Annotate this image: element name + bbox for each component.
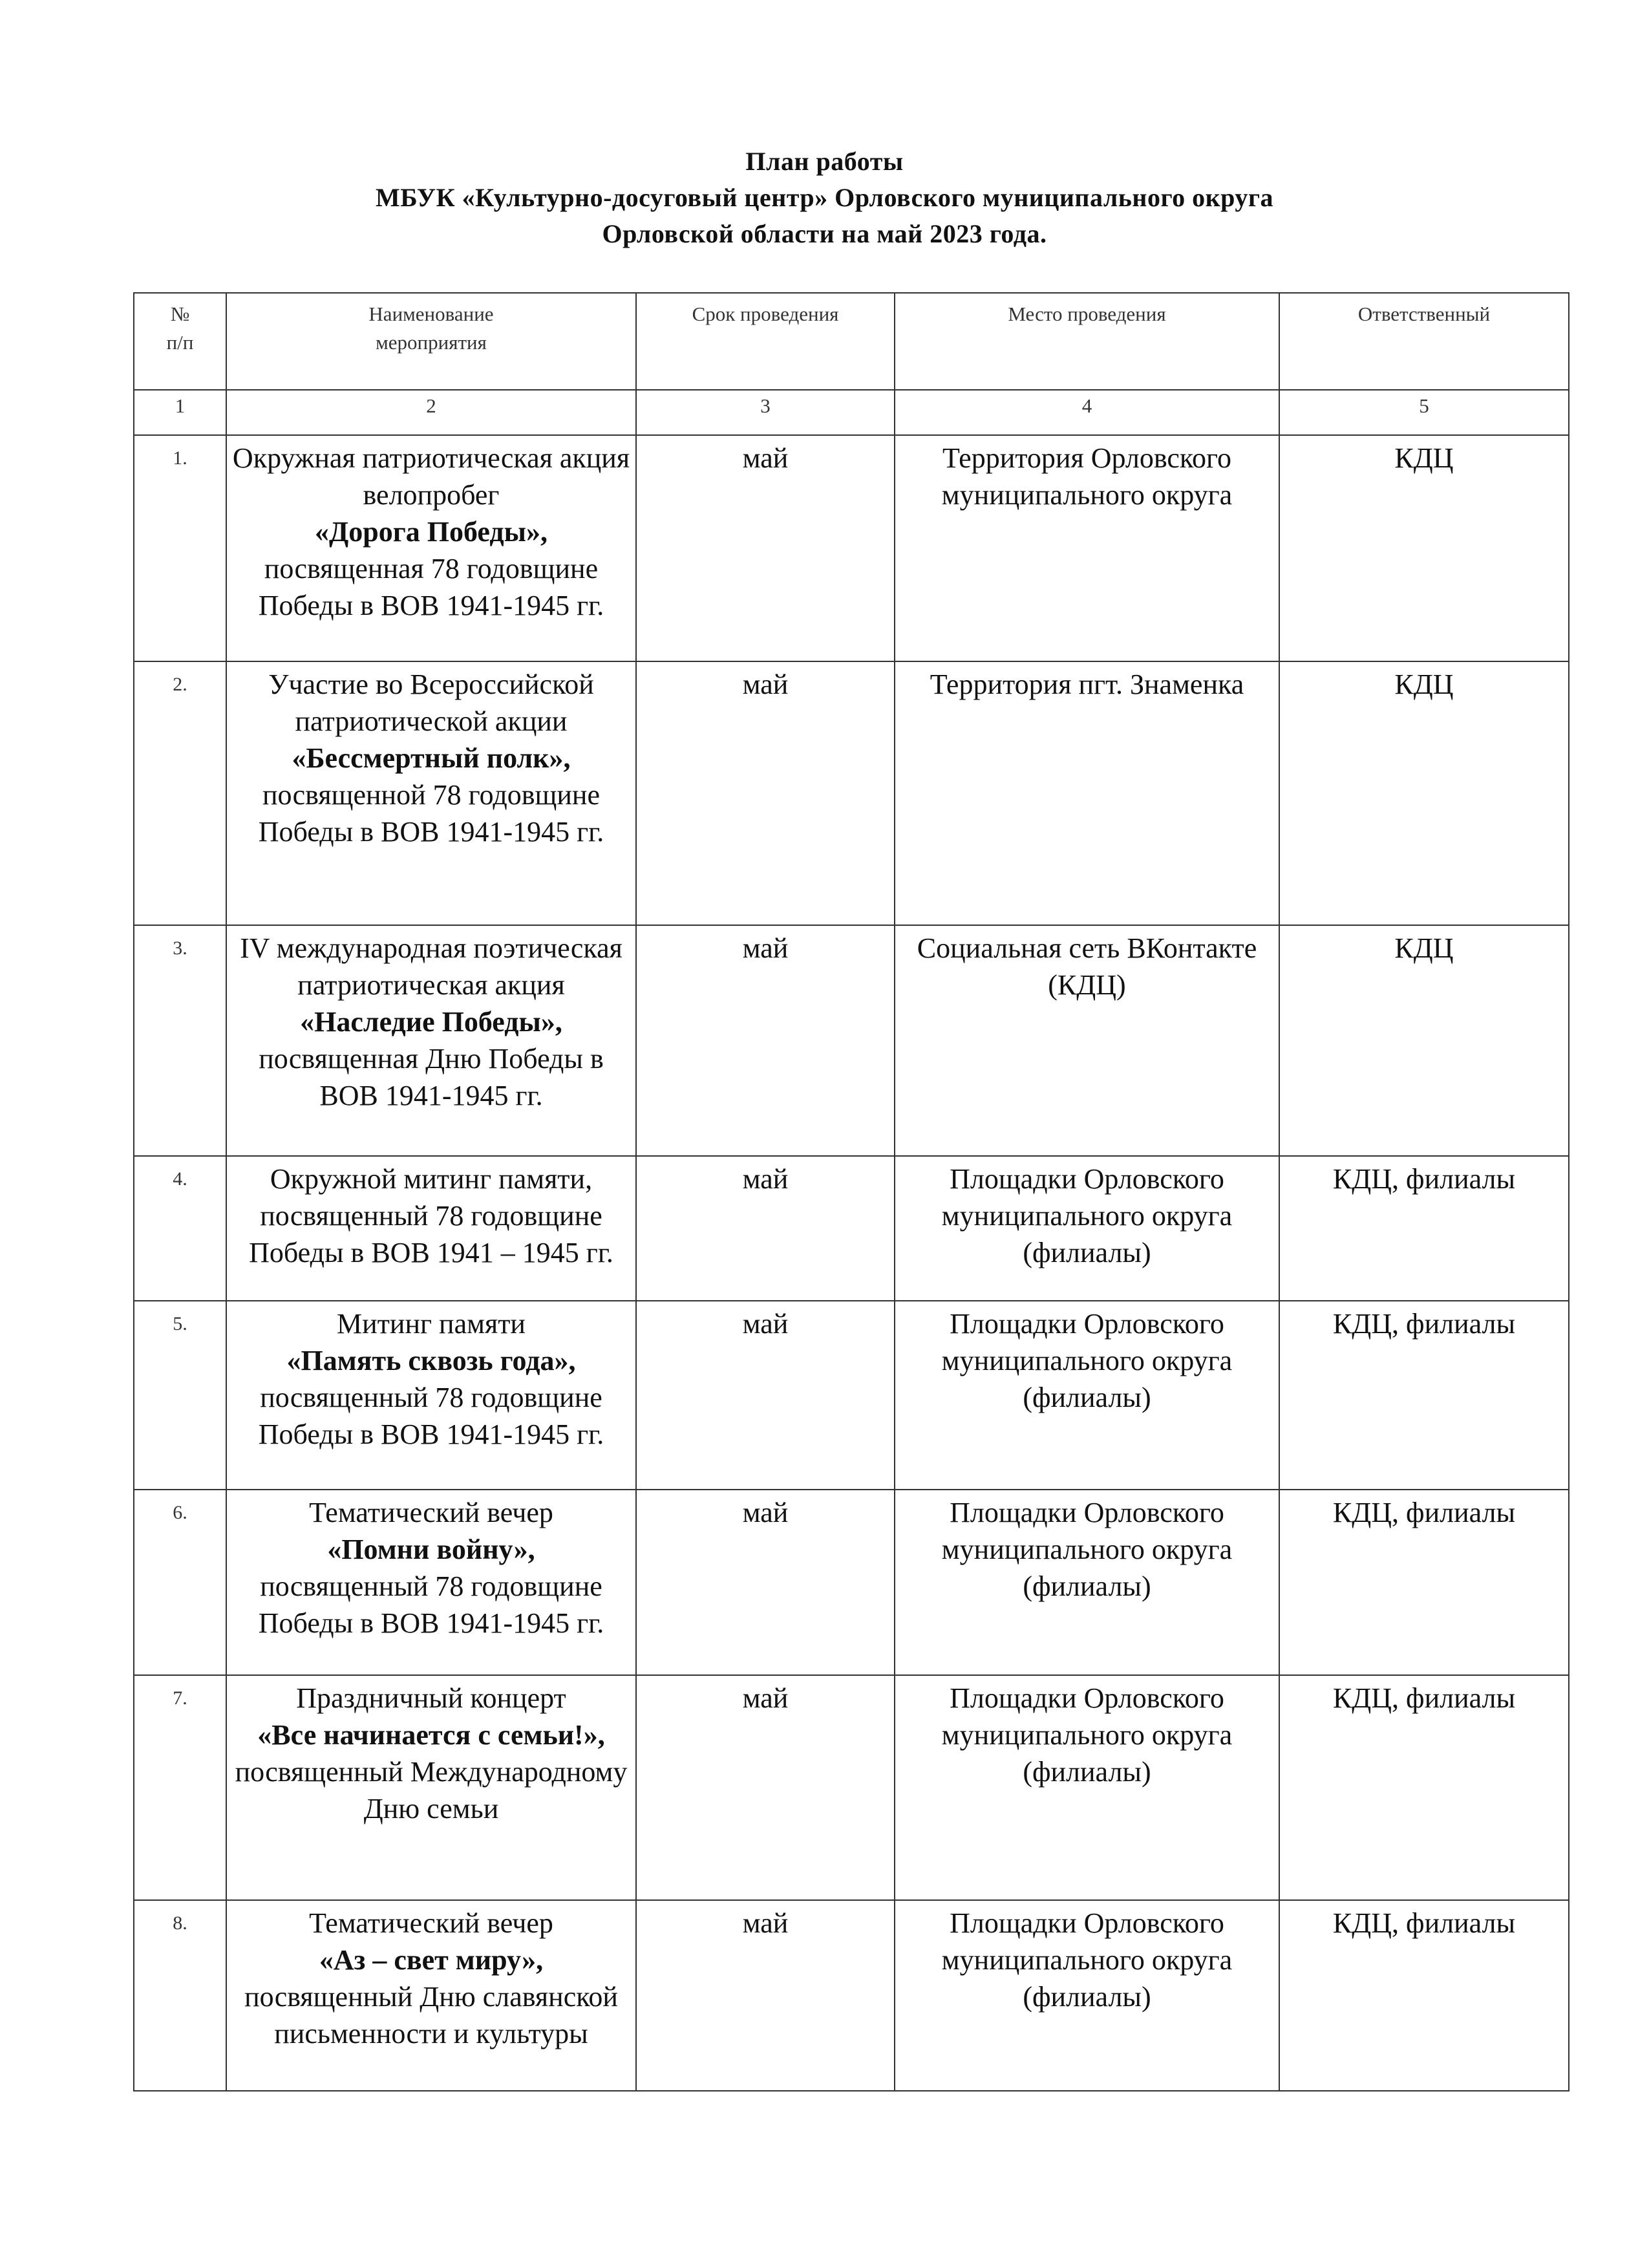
table-row [134,1156,1569,1301]
event-name [226,1900,636,2091]
event-name-dedication: посвященный 78 годовщине Победы в ВОВ 1941-1945 гг. [258,1570,604,1639]
header-responsible: Ответственный [1279,293,1569,390]
table-row [134,925,1569,1156]
event-date: май [636,1301,895,1490]
event-name-intro: IV международная поэтическая патриотическая акция [240,932,622,1001]
event-date: май [636,1675,895,1900]
event-name-title: «Наследие Победы», [300,1006,562,1038]
column-number-4: 4 [895,390,1279,435]
event-place: Территория пгт. Знаменка [895,661,1279,925]
event-name [226,1156,636,1301]
event-name-title: «Аз – свет миру», [319,1944,544,1976]
event-place: Площадки Орловского муниципального округа (филиалы) [895,1900,1279,2091]
event-name-intro: Окружная патриотическая акция велопробег [232,442,630,511]
event-name [226,1301,636,1490]
event-responsible: КДЦ, филиалы [1279,1301,1569,1490]
table-row [134,1490,1569,1675]
header-name-line-2: мероприятия [376,331,487,354]
event-place: Площадки Орловского муниципального округа (филиалы) [895,1490,1279,1675]
header-row [134,293,1569,390]
row-number: 5. [134,1301,226,1490]
event-place: Площадки Орловского муниципального округа (филиалы) [895,1301,1279,1490]
header-num [134,293,226,390]
header-num-line-2: п/п [166,331,194,354]
column-number-2: 2 [226,390,636,435]
event-place: Площадки Орловского муниципального округа (филиалы) [895,1675,1279,1900]
event-place: Социальная сеть ВКонтакте (КДЦ) [895,925,1279,1156]
row-number: 4. [134,1156,226,1301]
row-number: 8. [134,1900,226,2091]
header-place: Место проведения [895,293,1279,390]
table-row [134,1675,1569,1900]
table-row [134,435,1569,661]
event-name-dedication: посвященный Дню славянской письменности и культуры [244,1981,618,2049]
event-responsible: КДЦ [1279,925,1569,1156]
title-line-1: План работы [745,147,904,176]
row-number: 6. [134,1490,226,1675]
event-date: май [636,435,895,661]
event-name-title: «Помни войну», [327,1534,535,1565]
title-line-3: Орловской области на май 2023 года. [602,219,1047,248]
column-number-row [134,390,1569,435]
event-name-intro: Тематический вечер [309,1497,553,1528]
event-name-title: «Бессмертный полк», [292,742,571,774]
event-date: май [636,1156,895,1301]
document-title [0,144,1649,252]
table-row [134,661,1569,925]
event-responsible: КДЦ, филиалы [1279,1156,1569,1301]
header-date: Срок проведения [636,293,895,390]
header-name-line-1: Наименование [368,303,494,325]
event-date: май [636,661,895,925]
event-name-intro: Праздничный концерт [296,1682,566,1714]
event-name-dedication: посвященная 78 годовщине Победы в ВОВ 1941-1945 гг. [258,553,604,621]
row-number: 7. [134,1675,226,1900]
event-name-title: «Дорога Победы», [315,516,548,548]
event-place: Площадки Орловского муниципального округа (филиалы) [895,1156,1279,1301]
event-name-intro: Участие во Всероссийской патриотической акции [268,669,594,737]
column-number-1: 1 [134,390,226,435]
event-name [226,1490,636,1675]
event-name [226,435,636,661]
event-name-dedication: посвященной 78 годовщине Победы в ВОВ 1941-1945 гг. [258,779,604,848]
header-name [226,293,636,390]
event-name-title: «Память сквозь года», [286,1345,576,1376]
row-number: 3. [134,925,226,1156]
event-name [226,925,636,1156]
event-responsible: КДЦ, филиалы [1279,1490,1569,1675]
event-name-title: «Все начинается с семьи!», [257,1719,605,1751]
event-place: Территория Орловского муниципального округа [895,435,1279,661]
event-name [226,1675,636,1900]
row-number: 1. [134,435,226,661]
event-responsible: КДЦ, филиалы [1279,1675,1569,1900]
event-responsible: КДЦ [1279,661,1569,925]
event-date: май [636,925,895,1156]
event-name-dedication: посвященный Международному Дню семьи [235,1756,628,1824]
header-num-line-1: № [170,303,190,325]
event-name [226,661,636,925]
event-responsible: КДЦ [1279,435,1569,661]
plan-table [133,292,1569,2091]
column-number-3: 3 [636,390,895,435]
event-date: май [636,1900,895,2091]
event-name-intro: Митинг памяти [337,1308,526,1340]
row-number: 2. [134,661,226,925]
event-responsible: КДЦ, филиалы [1279,1900,1569,2091]
event-name-dedication: посвященный 78 годовщине Победы в ВОВ 1941-1945 гг. [258,1382,604,1450]
table-row [134,1301,1569,1490]
event-name-intro: Тематический вечер [309,1907,553,1939]
event-date: май [636,1490,895,1675]
event-name-intro: Окружной митинг памяти, посвященный 78 годовщине Победы в ВОВ 1941 – 1945 гг. [249,1163,613,1268]
title-line-2: МБУК «Культурно-досуговый центр» Орловского муниципального округа [375,183,1274,212]
column-number-5: 5 [1279,390,1569,435]
table-row [134,1900,1569,2091]
event-name-dedication: посвященная Дню Победы в ВОВ 1941-1945 гг. [259,1043,604,1111]
